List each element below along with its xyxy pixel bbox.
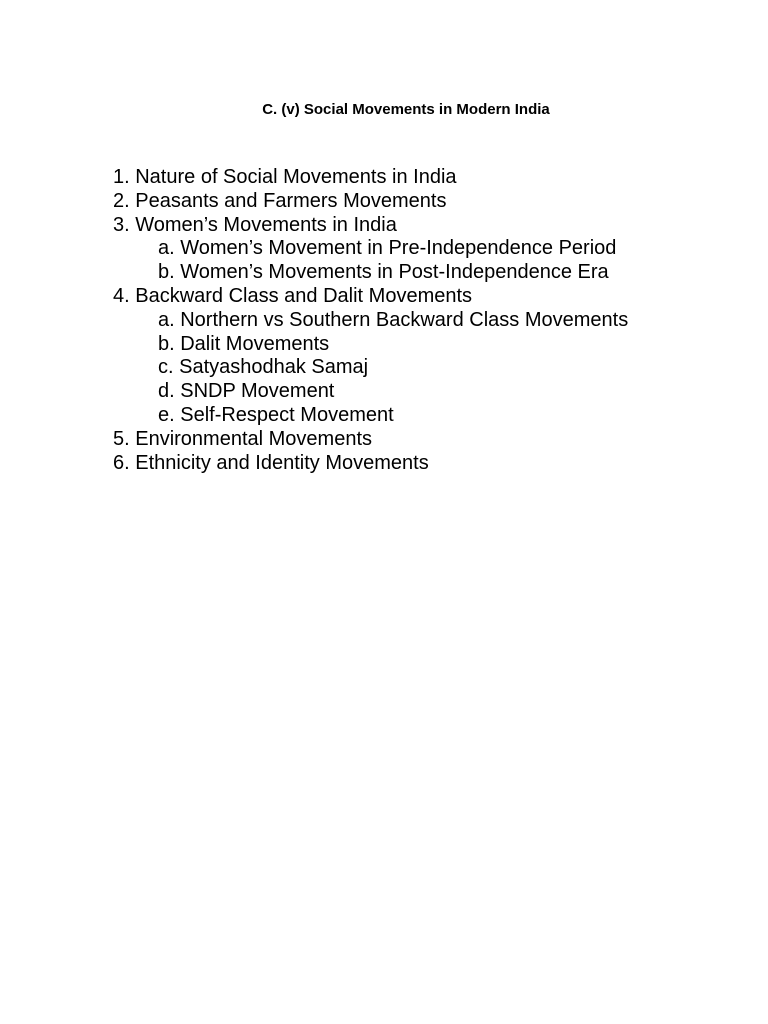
outline-subitem: c. Satyashodhak Samaj [158,356,369,379]
page-title: C. (v) Social Movements in Modern India [262,101,550,118]
topic-outline [113,166,628,475]
outline-item: 4. Backward Class and Dalit Movements [113,284,473,307]
outline-subitem: e. Self-Respect Movement [158,403,394,426]
outline-subitem: d. SNDP Movement [158,380,335,403]
outline-subitem: a. Women’s Movement in Pre-Independence Period [158,237,617,260]
outline-subitem: b. Women’s Movements in Post-Independence Era [158,261,609,284]
outline-item: 3. Women’s Movements in India [113,213,397,236]
outline-item: 1. Nature of Social Movements in India [113,166,457,188]
outline-subitem: b. Dalit Movements [158,332,330,355]
outline-item: 6. Ethnicity and Identity Movements [113,451,429,474]
outline-item: 5. Environmental Movements [113,427,373,450]
outline-item: 2. Peasants and Farmers Movements [113,189,447,212]
outline-subitem: a. Northern vs Southern Backward Class Movements [158,308,629,331]
